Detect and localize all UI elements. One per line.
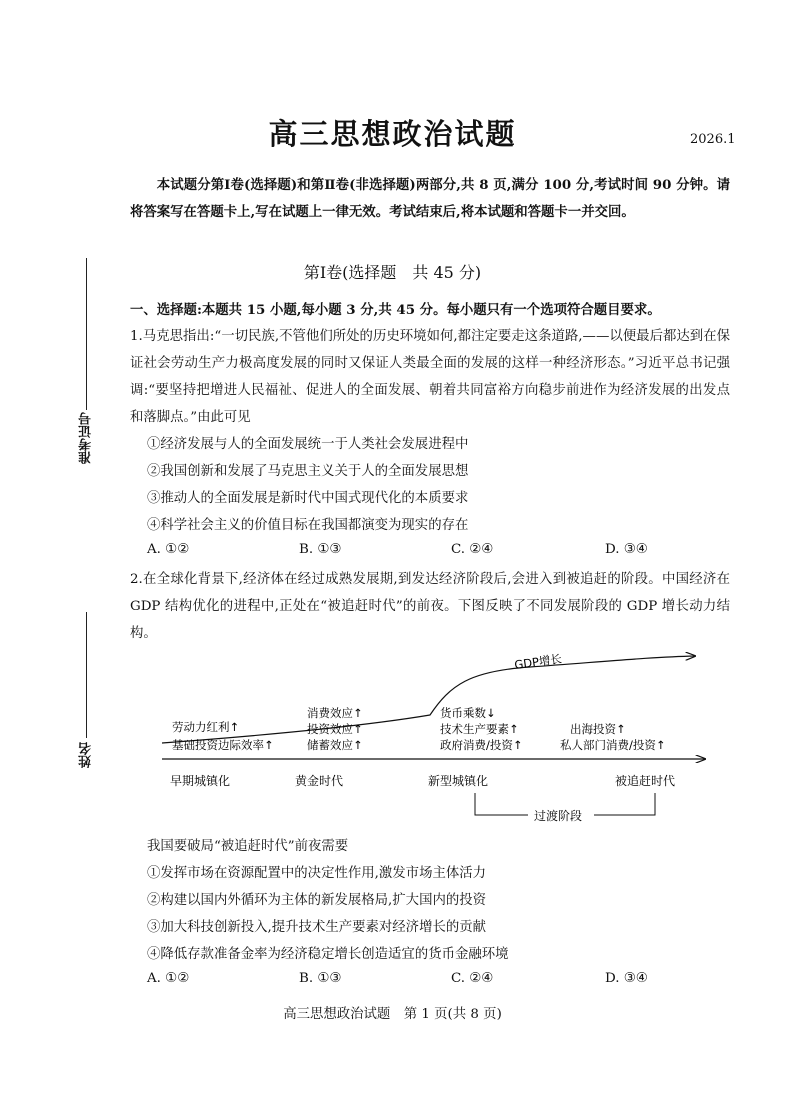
factor-text: 政府消费/投资↑ (440, 738, 523, 752)
page-footer: 高三思想政治试题 第 1 页(共 8 页) (283, 1007, 502, 1022)
question-1-item: ②我国创新和发展了马克思主义关于人的全面发展思想 (147, 464, 469, 479)
question-1-items (130, 431, 730, 539)
factor-text: 消费效应↑ (307, 706, 363, 720)
section-heading: 一、选择题:本题共 15 小题,每小题 3 分,共 45 分。每小题只有一个选项符合题目要求。 (130, 302, 661, 318)
stage-label: 被追赶时代 (615, 774, 676, 788)
factor-text: 投资效应↑ (307, 722, 363, 736)
factor-text: 出海投资↑ (570, 722, 626, 736)
question-2-option-a[interactable]: A. ①② (147, 971, 190, 986)
question-2-body (130, 833, 730, 968)
question-2-item: ③加大科技创新投入,提升技术生产要素对经济增长的贡献 (147, 920, 487, 935)
part-one-title: 第Ⅰ卷(选择题 共 45 分) (303, 263, 482, 282)
question-1-options (147, 542, 707, 562)
name-line (86, 612, 87, 738)
question-1-option-c[interactable]: C. ②④ (451, 542, 494, 557)
question-1-item: ③推动人的全面发展是新时代中国式现代化的本质要求 (147, 491, 469, 506)
gdp-growth-diagram (150, 645, 720, 830)
page-title: 高三思想政治试题 (268, 117, 517, 151)
question-2-stem (130, 566, 730, 647)
stage-label: 黄金时代 (295, 774, 344, 788)
exam-instructions: 本试题分第Ⅰ卷(选择题)和第Ⅱ卷(非选择题)两部分,共 8 页,满分 100 分,考试时间 90 分钟。请将答案写在答题卡上,写在试题上一律无效。考试结束后,将本试题和答题卡一并交回。 (130, 177, 730, 220)
stage-label: 新型城镇化 (428, 774, 489, 788)
factor-text: 技术生产要素↑ (440, 722, 519, 736)
transition-label: 过渡阶段 (534, 809, 583, 823)
question-1-option-a[interactable]: A. ①② (147, 542, 190, 557)
question-2-option-c[interactable]: C. ②④ (451, 971, 494, 986)
factor-text: 私人部门消费/投资↑ (560, 738, 666, 752)
factor-text: 储蓄效应↑ (307, 738, 363, 752)
question-1-stem (130, 323, 730, 431)
question-1-item: ①经济发展与人的全面发展统一于人类社会发展进程中 (147, 437, 469, 452)
question-1-option-b[interactable]: B. ①③ (299, 542, 342, 557)
question-2-item: ①发挥市场在资源配置中的决定性作用,激发市场主体活力 (147, 866, 487, 881)
question-2-number: 2. (130, 572, 143, 587)
question-1-number: 1. (130, 329, 143, 344)
question-1-text: 马克思指出:“一切民族,不管他们所处的历史环境如何,都注定要走这条道路,——以便最后都达到在保证社会劳动生产力极高度发展的同时又保证人类最全面的发展的这样一种经济形态。”习近平总书记强调:“要坚持把增进人民福祉、促进人的全面发展、朝着共同富裕方向稳步前进作为经济发展的出发点和落脚点。”由此可见 (130, 329, 730, 425)
question-2-text: 在全球化背景下,经济体在经过成熟发展期,到发达经济阶段后,会进入到被追赶的阶段。中国经济在 GDP 结构优化的进程中,正处在“被追赶时代”的前夜。下图反映了不同发展阶段的 GDP 增长动力结构。 (130, 572, 730, 641)
question-2-prompt: 我国要破局“被追赶时代”前夜需要 (147, 839, 349, 854)
gdp-curve-label: GDP增长 (513, 651, 563, 672)
question-2-option-b[interactable]: B. ①③ (299, 971, 342, 986)
exam-date: 2026.1 (690, 132, 736, 147)
question-2-options (147, 971, 707, 991)
question-1-option-d[interactable]: D. ③④ (605, 542, 648, 557)
question-2-item: ④降低存款准备金率为经济稳定增长创造适宜的货币金融环境 (147, 947, 509, 962)
factor-text: 货币乘数↓ (440, 706, 496, 720)
exam-id-label: 准考证号 (79, 412, 94, 464)
factor-text: 劳动力红利↑ (172, 720, 240, 734)
question-2-option-d[interactable]: D. ③④ (605, 971, 648, 986)
factor-text: 基础投资边际效率↑ (172, 738, 274, 752)
question-2-item: ②构建以国内外循环为主体的新发展格局,扩大国内的投资 (147, 893, 487, 908)
stage-label: 早期城镇化 (170, 774, 231, 788)
name-label: 姓名 (79, 742, 94, 768)
question-1-item: ④科学社会主义的价值目标在我国都演变为现实的存在 (147, 518, 469, 533)
